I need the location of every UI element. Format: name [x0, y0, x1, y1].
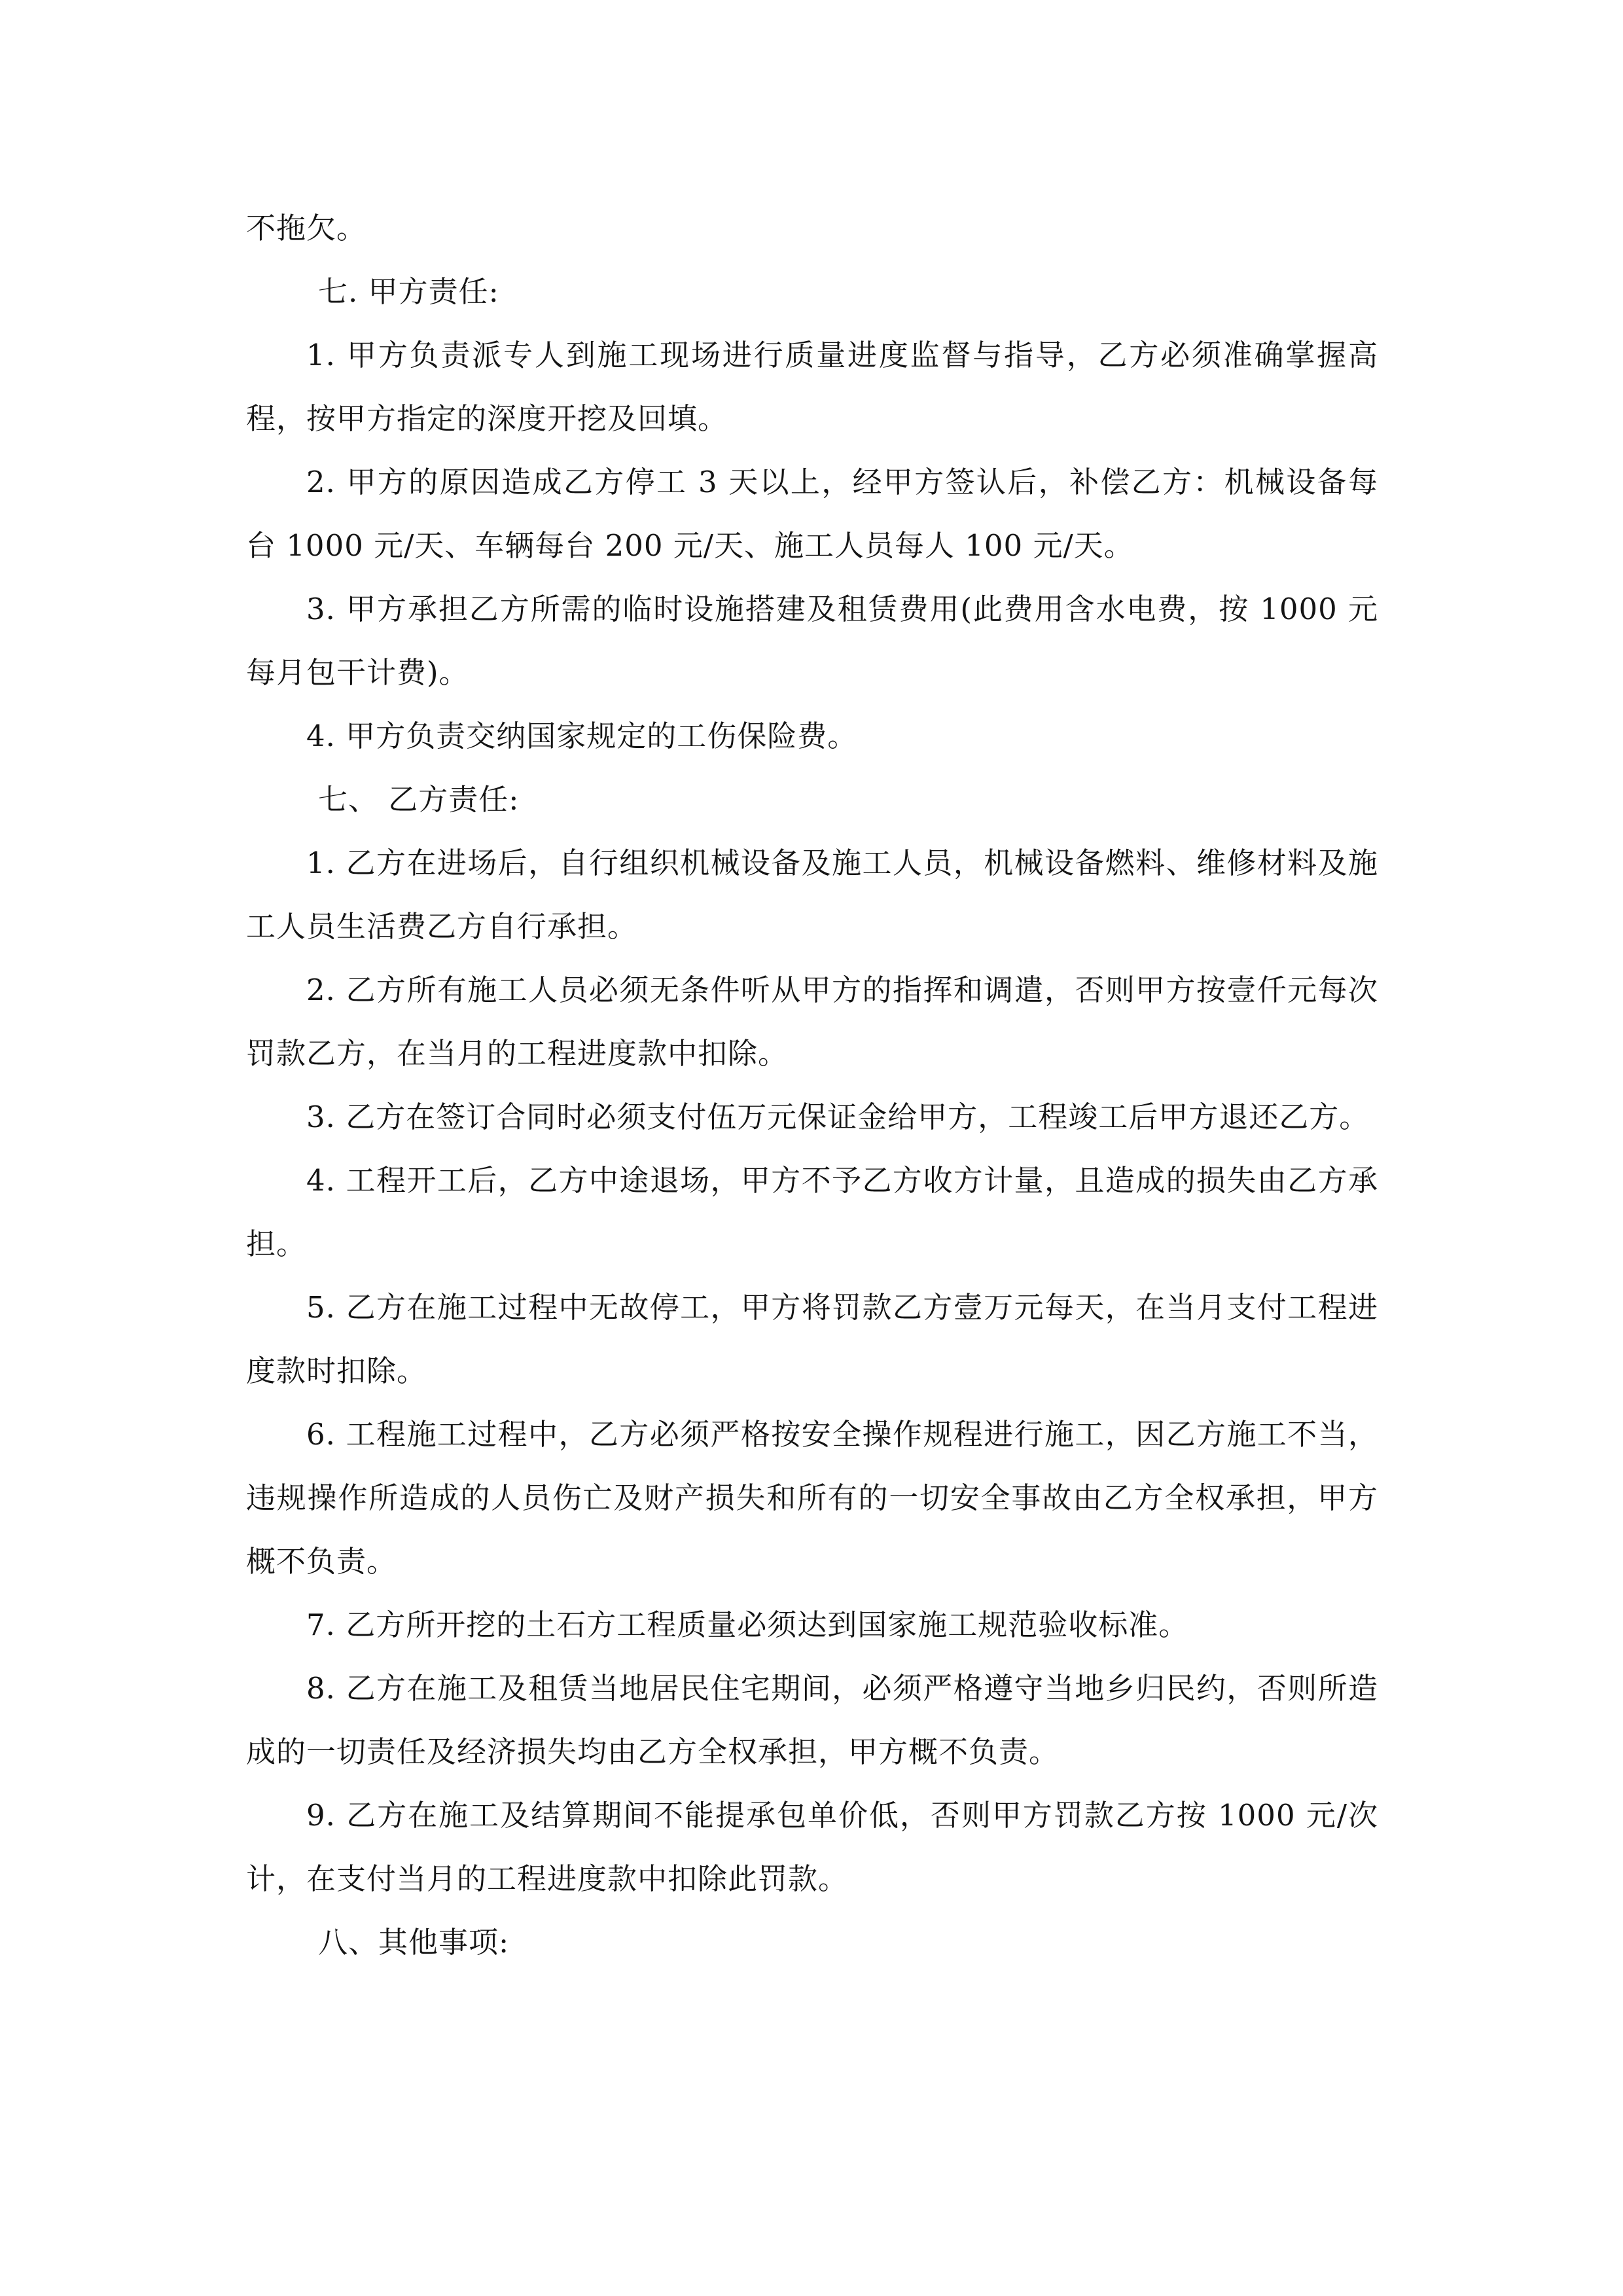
- clause-b-1: 1. 乙方在进场后，自行组织机械设备及施工人员，机械设备燃料、维修材料及施工人员生活费乙方自行承担。: [246, 846, 1378, 944]
- document-body: [246, 196, 1378, 1974]
- clause-b-8: 8. 乙方在施工及租赁当地居民住宅期间，必须严格遵守当地乡归民约，否则所造成的一切责任及经济损失均由乙方全权承担，甲方概不负责。: [246, 1671, 1378, 1769]
- clause-b-6: 6. 工程施工过程中，乙方必须严格按安全操作规程进行施工，因乙方施工不当，违规操作所造成的人员伤亡及财产损失和所有的一切安全事故由乙方全权承担，甲方概不负责。: [246, 1417, 1378, 1579]
- clause-b-2: 2. 乙方所有施工人员必须无条件听从甲方的指挥和调遣，否则甲方按壹仟元每次罚款乙方，在当月的工程进度款中扣除。: [246, 973, 1378, 1071]
- clause-b-5: 5. 乙方在施工过程中无故停工，甲方将罚款乙方壹万元每天，在当月支付工程进度款时扣除。: [246, 1290, 1378, 1388]
- section-heading-party-b: 七、 乙方责任:: [318, 782, 520, 817]
- clause-a-4: 4. 甲方负责交纳国家规定的工伤保险费。: [306, 719, 858, 753]
- clause-a-2: 2. 甲方的原因造成乙方停工 3 天以上，经甲方签认后，补偿乙方：机械设备每台 1000 元/天、车辆每台 200 元/天、施工人员每人 100 元/天。: [246, 465, 1378, 563]
- clause-b-3: 3. 乙方在签订合同时必须支付伍万元保证金给甲方，工程竣工后甲方退还乙方。: [306, 1100, 1370, 1134]
- clause-b-7: 7. 乙方所开挖的土石方工程质量必须达到国家施工规范验收标准。: [306, 1607, 1189, 1642]
- section-heading-party-a: 七. 甲方责任:: [318, 274, 499, 309]
- clause-b-4: 4. 工程开工后，乙方中途退场，甲方不予乙方收方计量，且造成的损失由乙方承担。: [246, 1163, 1378, 1261]
- clause-a-1: 1. 甲方负责派专人到施工现场进行质量进度监督与指导，乙方必须准确掌握高程，按甲方指定的深度开挖及回填。: [246, 338, 1378, 436]
- section-heading-other-matters: 八、其他事项:: [318, 1925, 510, 1960]
- paragraph-continuation: 不拖欠。: [246, 211, 367, 245]
- clause-b-9: 9. 乙方在施工及结算期间不能提承包单价低，否则甲方罚款乙方按 1000 元/次计，在支付当月的工程进度款中扣除此罚款。: [246, 1798, 1378, 1896]
- clause-a-3: 3. 甲方承担乙方所需的临时设施搭建及租赁费用(此费用含水电费，按 1000 元每月包干计费)。: [246, 592, 1378, 690]
